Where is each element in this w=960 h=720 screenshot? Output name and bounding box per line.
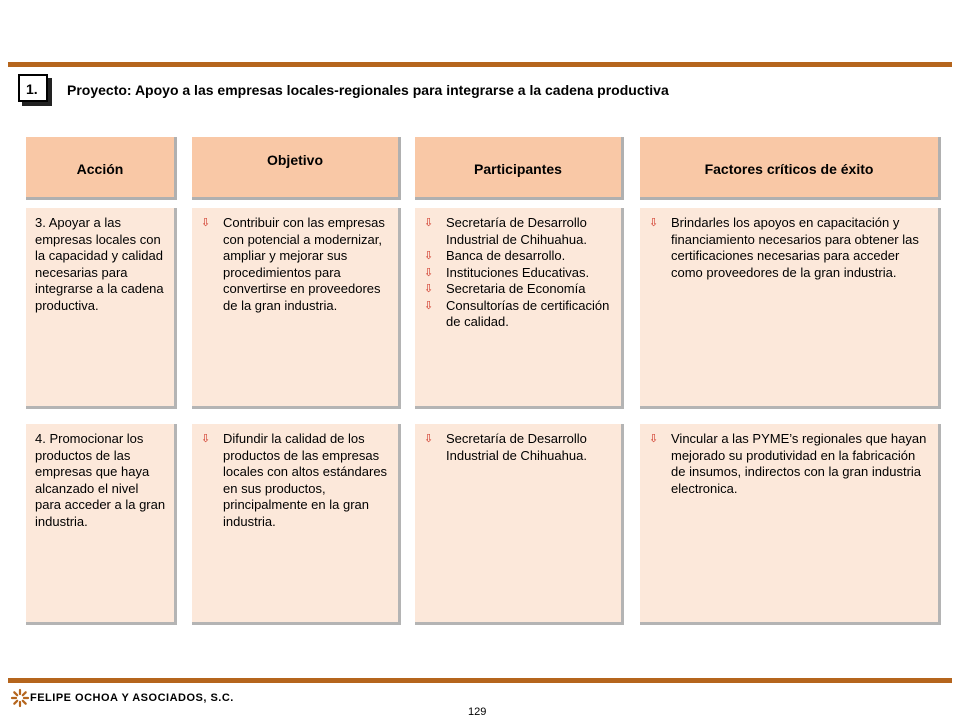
cell-participantes-row-1 (415, 208, 624, 409)
list-item (201, 215, 390, 314)
list-item-text: Contribuir con las empresas con potencial a modernizar, ampliar y mejorar sus procedimientos para convertirse en proveedores de la gran industria. (223, 215, 385, 313)
list-item-text: Brindarles los apoyos en capacitación y financiamiento necesarios para obtener las certificaciones necesarias para acceder como proveedores de la gran industria. (671, 215, 919, 280)
factores-list (649, 431, 930, 497)
arrow-down-icon: ⇩ (424, 433, 434, 445)
bottom-rule (8, 678, 952, 683)
arrow-down-icon: ⇩ (201, 433, 211, 445)
list-item-text: Consultorías de certificación de calidad. (446, 297, 610, 329)
cell-accion-row-2 (26, 424, 177, 625)
list-item-text: Banca de desarrollo. (446, 248, 566, 263)
cell-participantes-row-2 (415, 424, 624, 625)
company-logo-icon (10, 688, 30, 708)
arrow-down-icon: ⇩ (424, 299, 434, 312)
list-item (649, 431, 930, 497)
header-objetivo-label: Objetivo (266, 152, 323, 168)
cell-accion-row-1 (26, 208, 177, 409)
objetivo-list (201, 431, 390, 530)
participantes-list (424, 215, 613, 331)
cell-objetivo-row-1 (192, 208, 401, 409)
arrow-down-icon: ⇩ (424, 217, 434, 229)
header-objetivo (192, 137, 401, 200)
arrow-down-icon: ⇩ (424, 250, 434, 262)
cell-factores-row-2 (640, 424, 941, 625)
list-item-text: Secretaría de Desarrollo Industrial de Chihuahua. (446, 215, 587, 247)
accion-text: 4. Promocionar los productos de las empresas que haya alcanzado el nivel para acceder a la gran industria. (35, 431, 166, 529)
page-number: 129 (468, 706, 487, 718)
project-title: Proyecto: Apoyo a las empresas locales-regionales para integrarse a la cadena productiva (67, 82, 669, 98)
header-accion-label: Acción (76, 161, 124, 177)
list-item-text: Secretaría de Desarrollo Industrial de Chihuahua. (446, 431, 587, 463)
list-item-text: Secretaria de Economía (446, 281, 586, 296)
list-item-text: Vincular a las PYME’s regionales que hayan mejorado su produtividad en la fabricación de insumos, indirectos con la gran industria electronica. (671, 431, 927, 496)
arrow-down-icon: ⇩ (649, 433, 659, 445)
cell-factores-row-1 (640, 208, 941, 409)
section-number-box (18, 74, 48, 102)
section-number: 1. (26, 81, 38, 97)
header-factores-label: Factores críticos de éxito (704, 161, 874, 177)
list-item-text: Difundir la calidad de los productos de las empresas locales con altos estándares en sus productos, principalmente en la gran industria. (223, 431, 388, 529)
list-item (424, 431, 613, 464)
list-item (424, 265, 613, 282)
list-item (649, 215, 930, 281)
list-item (201, 431, 390, 530)
list-item (424, 298, 613, 331)
company-name: FELIPE OCHOA Y ASOCIADOS, S.C. (30, 692, 234, 704)
factores-list (649, 215, 930, 281)
objetivo-list (201, 215, 390, 314)
header-participantes (415, 137, 624, 200)
accion-text: 3. Apoyar a las empresas locales con la capacidad y calidad necesarias para integrarse a la cadena productiva. (35, 215, 164, 313)
arrow-down-icon: ⇩ (424, 283, 434, 295)
list-item (424, 215, 613, 248)
list-item-text: Instituciones Educativas. (446, 264, 590, 280)
header-accion (26, 137, 177, 200)
header-factores (640, 137, 941, 200)
arrow-down-icon: ⇩ (424, 266, 434, 279)
cell-objetivo-row-2 (192, 424, 401, 625)
header-participantes-label: Participantes (474, 161, 562, 177)
list-item (424, 281, 613, 298)
arrow-down-icon: ⇩ (649, 217, 659, 229)
participantes-list (424, 431, 613, 464)
arrow-down-icon: ⇩ (201, 217, 211, 229)
list-item (424, 248, 613, 265)
top-rule (8, 62, 952, 67)
